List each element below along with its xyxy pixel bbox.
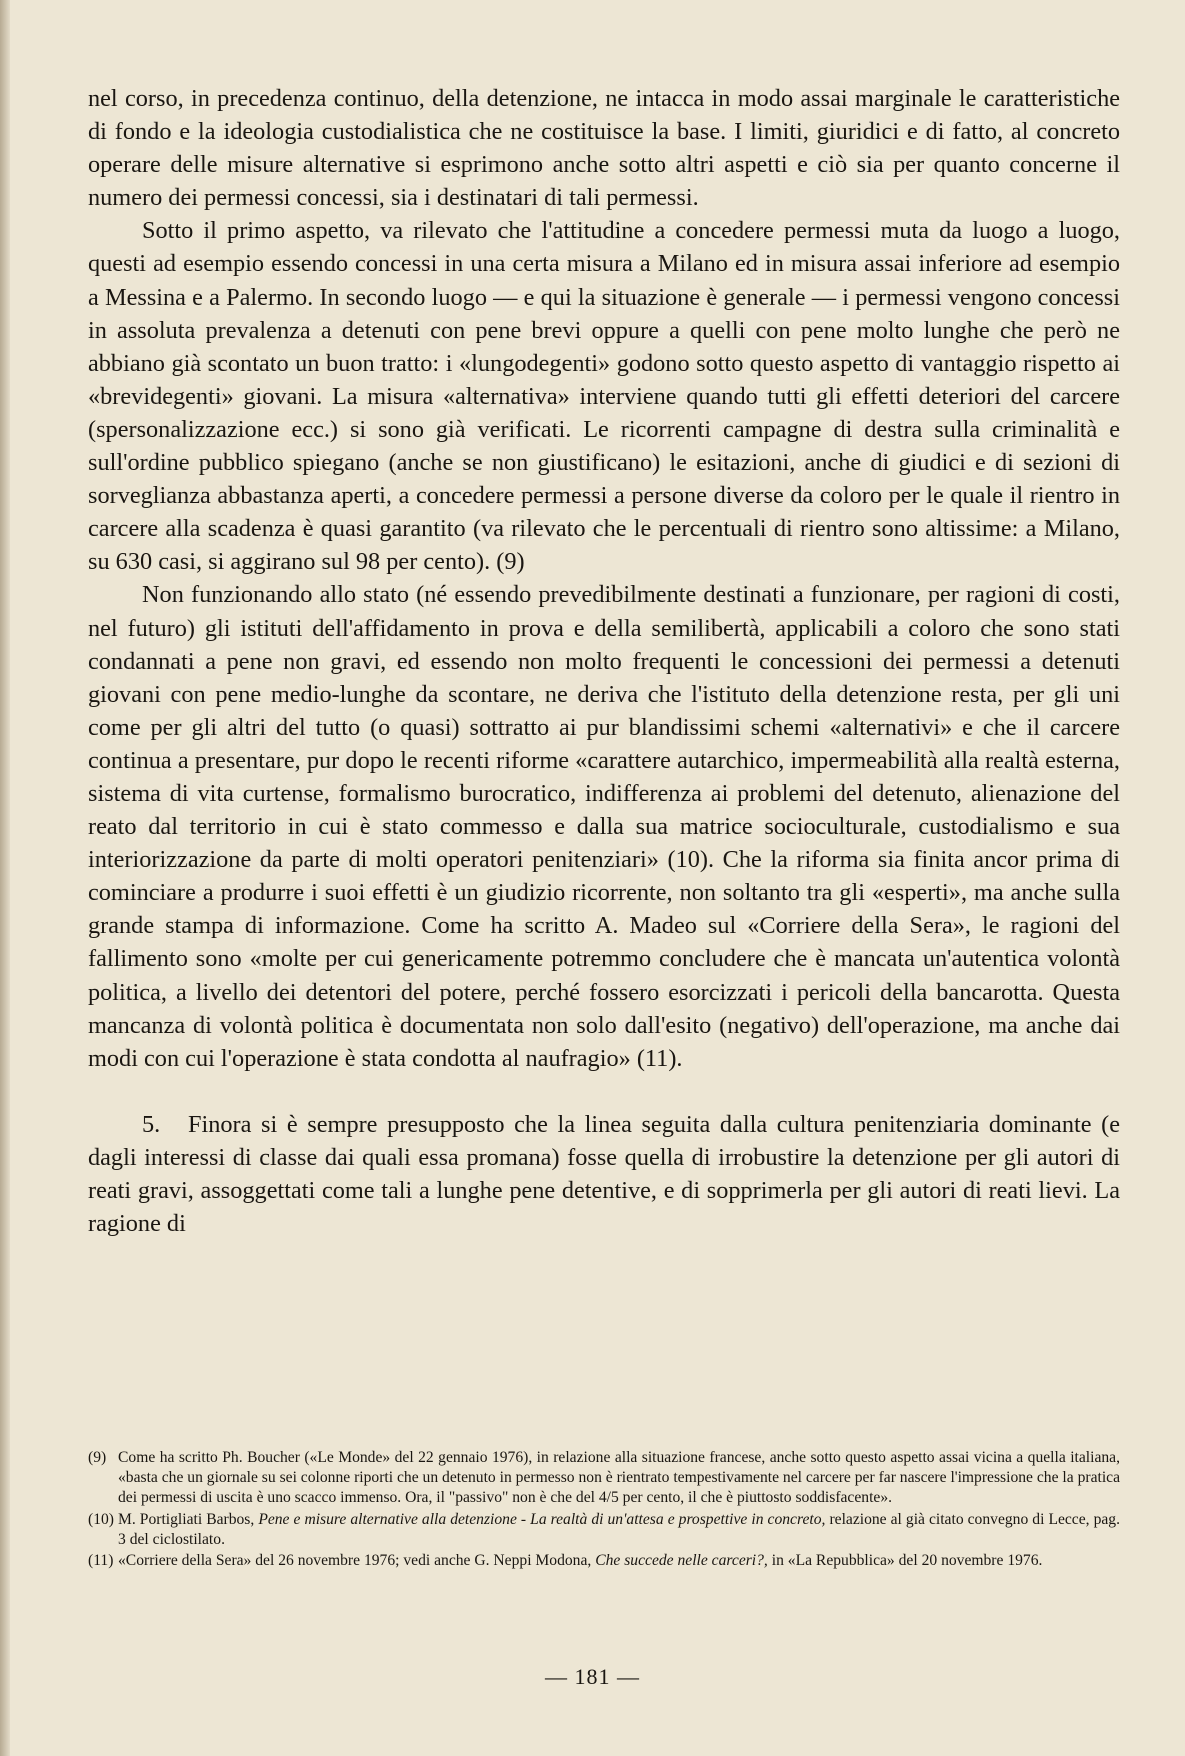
section-number: 5. [142,1110,161,1138]
footnote-rest: relazione al già citato convegno di Lecce, pag. 3 del ciclostilato. [118,1510,1120,1548]
paragraph-3: Non funzionando allo stato (né essendo prevedibilmente destinati a funzionare, per ragioni di costi, nel futuro) gli istituti dell'affidamento in prova e della semilibertà, applicabili a coloro che sono stati condannati a pene non gravi, ed essendo non molto frequenti le concessioni dei permessi a detenuti giovani con pene medio-lunghe da scontare, ne deriva che l'istituto della detenzione resta, per gli uni come per gli altri del tutto (o quasi) sottratto ai pur blandissimi schemi «alternativi» e che il carcere continua a presentare, pur dopo le recenti riforme «carattere autarchico, impermeabilità alla realtà esterna, sistema di vita curtense, formalismo burocratico, indifferenza ai problemi del detenuto, alienazione del reato dal territorio in cui è stato commesso e dalla sua matrice socioculturale, custodialismo e sua interiorizzazione da parte di molti operatori penitenziari» (10). Che la riforma sia finita ancor prima di cominciare a produrre i suoi effetti è un giudizio ricorrente, non soltanto tra gli «esperti», ma anche sulla grande stampa di informazione. Come ha scritto A. Madeo sul «Corriere della Sera», le ragioni del fallimento sono «molte per cui genericamente potremmo concludere che è mancata un'autentica volontà politica, a livello dei detentori del potere, perché fossero esorcizzati i pericoli della bancarotta. Questa mancanza di volontà politica è documentata non solo dall'esito (negativo) dell'operazione, ma anche dai modi con cui l'operazione è stata condotta al naufragio» (11). [88,581,1120,1072]
footnote-10 [88,1510,1120,1550]
footnote-title: Che succede nelle carceri?, [595,1552,768,1570]
footnote-text [118,1551,1120,1571]
section-5-paragraph [88,1108,1120,1240]
paragraph-1: nel corso, in precedenza continuo, della detenzione, ne intacca in modo assai marginale le caratteristiche di fondo e la ideologia custodialistica che ne costituisce la base. I limiti, giuridici e di fatto, al concreto operare delle misure alternative si esprimono anche sotto altri aspetti e ciò sia per quanto concerne il numero dei permessi concessi, sia i destinatari di tali permessi. [88,85,1120,212]
footnote-author: M. Portigliati Barbos, [118,1510,255,1528]
footnote-number: (9) [88,1449,107,1466]
footnote-text [118,1510,1120,1550]
footnote-lead: «Corriere della Sera» del 26 novembre 1976; vedi anche G. Neppi Modona, [118,1552,592,1570]
footnote-rest: in «La Repubblica» del 20 novembre 1976. [771,1552,1043,1570]
footnote-title: Pene e misure alternative alla detenzione - La realtà di un'attesa e prospettive in concreto, [258,1510,826,1528]
book-spine-shadow [0,0,10,1756]
paragraph-2: Sotto il primo aspetto, va rilevato che l'attitudine a concedere permessi muta da luogo a luogo, questi ad esempio essendo concessi in una certa misura a Milano ed in misura assai inferiore ad esempio a Messina e a Palermo. In secondo luogo — e qui la situazione è generale — i permessi vengono concessi in assoluta prevalenza a detenuti con pene brevi oppure a quelli con pene molto lunghe che però ne abbiano già scontato un buon tratto: i «lungodegenti» godono sotto questo aspetto di vantaggio rispetto ai «brevidegenti» giovani. La misura «alternativa» interviene quando tutti gli effetti deteriori del carcere (spersonalizzazione ecc.) si sono già verificati. Le ricorrenti campagne di destra sulla criminalità e sull'ordine pubblico spiegano (anche se non giustificano) le esitazioni, anche di giudici e di sezioni di sorveglianza abbastanza aperti, a concedere permessi a persone diverse da coloro per le quale il rientro in carcere alla scadenza è quasi garantito (va rilevato che le percentuali di rientro sono altissime: a Milano, su 630 casi, si aggirano sul 98 per cento). (9) [88,217,1120,576]
page-body [88,82,1120,1240]
page-number: — 181 — [545,1664,640,1689]
footnote-number: (11) [88,1552,114,1570]
section-5-text: Finora si è sempre presupposto che la linea seguita dalla cultura penitenziaria dominante (e dagli interessi di classe dai quali essa promana) fosse quella di irrobustire la detenzione per gli autori di reati gravi, assoggettati come tali a lunghe pene detentive, e di sopprimerla per gli autori di reati lievi. La ragione di [88,1110,1120,1238]
footnote-11 [88,1551,1120,1571]
footnotes [88,1448,1120,1572]
footnote-9 [88,1448,1120,1509]
footnote-number: (10) [88,1510,114,1528]
footnote-text: Come ha scritto Ph. Boucher («Le Monde» del 22 gennaio 1976), in relazione alla situazione francese, anche sotto questo aspetto assai vicina a quella italiana, «basta che un giornale su sei colonne riporti che un detenuto in permesso non è rientrato tempestivamente nel carcere per far nascere l'impressione che la pratica dei permessi di uscita è uno scacco immenso. Ora, il "passivo" non è che del 4/5 per cento, il che è piuttosto soddisfacente». [118,1449,1120,1507]
